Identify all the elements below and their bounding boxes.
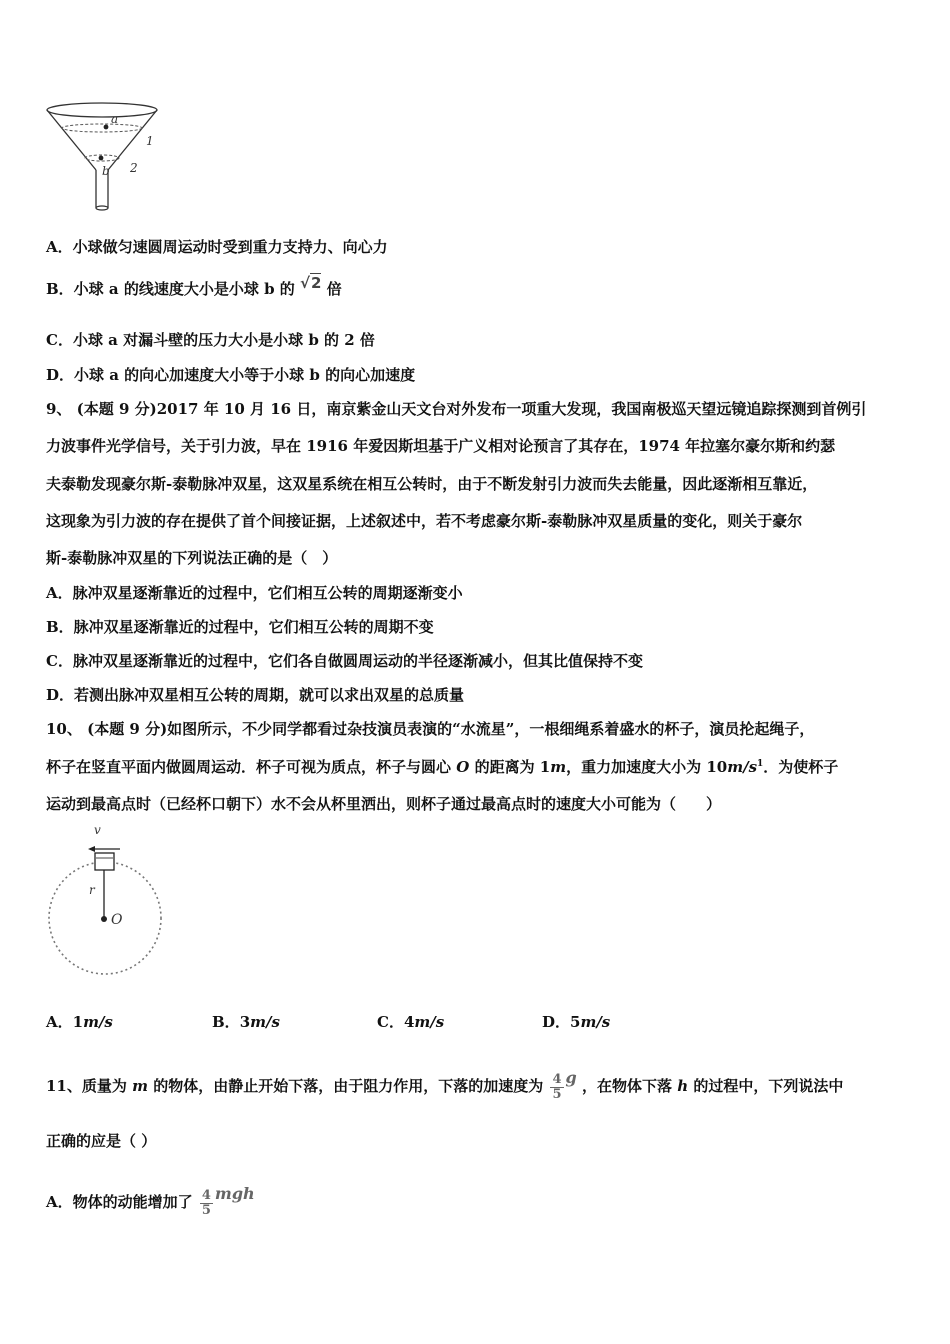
circular-motion-figure xyxy=(44,822,169,982)
q10-option-d xyxy=(542,1011,610,1032)
q10-symbol-o: O xyxy=(456,758,470,776)
q10-stem-line-2 xyxy=(46,756,838,777)
label-v: v xyxy=(94,823,101,837)
q11-fraction-numerator: 4 xyxy=(552,1071,562,1087)
q9-stem-line-5: 斯-泰勒脉冲双星的下列说法正确的是（ ） xyxy=(46,549,338,567)
q11-fraction-denominator: 5 xyxy=(552,1086,562,1102)
q11-part-3: ，在物体下落 xyxy=(581,1077,672,1095)
center-point xyxy=(101,916,107,922)
q8-option-b-tail: 倍 xyxy=(326,280,342,298)
q11-fraction xyxy=(550,1073,563,1102)
q10-option-a-unit: m/s xyxy=(83,1013,113,1031)
q10-option-c-value: 4 xyxy=(403,1013,415,1031)
q11-option-a xyxy=(46,1164,255,1224)
ball-b xyxy=(99,156,104,161)
q11-option-a-text: A．物体的动能增加了 xyxy=(46,1193,193,1211)
q10-line2-part-1: 杯子在竖直平面内做圆周运动．杯子可视为质点，杯子与圆心 xyxy=(46,758,452,776)
funnel-left-wall xyxy=(47,110,96,170)
q11-stem-line-2: 正确的应是（ ） xyxy=(46,1132,157,1150)
q11-option-a-denominator: 5 xyxy=(201,1202,211,1218)
q11-option-a-mgh: mgh xyxy=(214,1184,255,1203)
sqrt-2 xyxy=(300,273,321,292)
q9-stem-line-3: 夫泰勒发现豪尔斯-泰勒脉冲双星，这双星系统在相互公转时，由于不断发射引力波而失去能量，因此逐渐相互靠近， xyxy=(46,475,818,493)
tube-end xyxy=(96,206,108,210)
q10-option-b-unit: m/s xyxy=(250,1013,280,1031)
label-1: 1 xyxy=(146,134,154,148)
sqrt-sign: √ xyxy=(300,274,311,292)
q11-option-a-fraction xyxy=(200,1189,213,1218)
q11-symbol-g: g xyxy=(565,1068,577,1087)
q10-stem-line-1: 10、 (本题 9 分)如图所示，不少同学都看过杂技演员表演的“水流星”，一根细绳系着盛水的杯子，演员抡起绳子， xyxy=(46,720,815,738)
label-b: b xyxy=(102,164,110,178)
q10-line2-part-4: ．为使杯子 xyxy=(763,758,839,776)
q10-option-b-value: 3 xyxy=(239,1013,251,1031)
q11-symbol-h: h xyxy=(677,1077,689,1095)
cup xyxy=(95,853,114,870)
q10-stem-line-3: 运动到最高点时（已经杯口朝下）水不会从杯里洒出，则杯子通过最高点时的速度大小可能为（ ） xyxy=(46,795,722,813)
q8-option-a: A．小球做匀速圆周运动时受到重力支持力、向心力 xyxy=(46,238,388,256)
label-2: 2 xyxy=(130,161,138,175)
q10-line2-part-2: 的距离为 1 xyxy=(474,758,551,776)
q10-option-c-unit: m/s xyxy=(414,1013,445,1031)
q11-option-a-numerator: 4 xyxy=(201,1187,211,1203)
q10-option-c-label: C． xyxy=(377,1013,404,1031)
q10-option-d-unit: m/s xyxy=(580,1013,611,1031)
label-o: O xyxy=(111,912,123,928)
q10-superscript: 1 xyxy=(757,759,764,769)
q11-part-4: 的过程中，下列说法中 xyxy=(693,1077,844,1095)
label-r: r xyxy=(89,883,95,897)
q9-stem-line-1: 9、 (本题 9 分)2017 年 10 月 16 日，南京紫金山天文台对外发布一项重大发现，我国南极巡天望远镜追踪探测到首例引 xyxy=(46,400,867,418)
q10-option-d-value: 5 xyxy=(570,1013,581,1031)
q9-stem-line-4: 这现象为引力波的存在提供了首个间接证据，上述叙述中，若不考虑豪尔斯-泰勒脉冲双星质量的变化，则关于豪尔 xyxy=(46,512,803,530)
q9-option-c: C．脉冲双星逐渐靠近的过程中，它们各自做圆周运动的半径逐渐减小，但其比值保持不变 xyxy=(46,652,643,670)
q10-option-c xyxy=(377,1011,444,1032)
q10-option-a-value: 1 xyxy=(72,1013,84,1031)
q9-option-d: D．若测出脉冲双星相互公转的周期，就可以求出双星的总质量 xyxy=(46,686,465,704)
q8-option-c: C．小球 a 对漏斗壁的压力大小是小球 b 的 2 倍 xyxy=(46,331,375,349)
q10-option-d-label: D． xyxy=(542,1013,571,1031)
q8-option-d: D．小球 a 的向心加速度大小等于小球 b 的向心加速度 xyxy=(46,366,416,384)
q10-option-a-label: A． xyxy=(46,1013,73,1031)
sqrt-radicand: 2 xyxy=(311,274,322,292)
funnel-figure xyxy=(44,100,164,215)
q11-part-1: 11、质量为 xyxy=(46,1077,127,1095)
q8-option-b-text: B．小球 a 的线速度大小是小球 b 的 xyxy=(46,280,295,298)
ball-a xyxy=(104,125,109,130)
q9-option-a: A．脉冲双星逐渐靠近的过程中，它们相互公转的周期逐渐变小 xyxy=(46,584,463,602)
q10-line2-part-3: ，重力加速度大小为 10 xyxy=(566,758,728,776)
q9-stem-line-2: 力波事件光学信号，关于引力波，早在 1916 年爱因斯坦基于广义相对论预言了其存在，1974 年拉塞尔豪尔斯和约瑟 xyxy=(46,437,836,455)
q11-symbol-m: m xyxy=(132,1077,148,1095)
q8-option-b xyxy=(46,274,342,299)
velocity-arrowhead xyxy=(88,846,95,852)
q10-unit-m: m xyxy=(550,758,567,776)
q10-option-b xyxy=(212,1011,280,1032)
orbit-a xyxy=(62,124,142,132)
funnel-rim xyxy=(47,103,157,117)
label-a: a xyxy=(111,112,119,126)
q10-unit-ms: m/s xyxy=(727,758,758,776)
q10-option-b-label: B． xyxy=(212,1013,240,1031)
q11-part-2: 的物体，由静止开始下落，由于阻力作用，下落的加速度为 xyxy=(153,1077,544,1095)
q11-stem-line-1 xyxy=(46,1048,843,1108)
q10-option-a xyxy=(46,1011,113,1032)
q9-option-b: B．脉冲双星逐渐靠近的过程中，它们相互公转的周期不变 xyxy=(46,618,434,636)
